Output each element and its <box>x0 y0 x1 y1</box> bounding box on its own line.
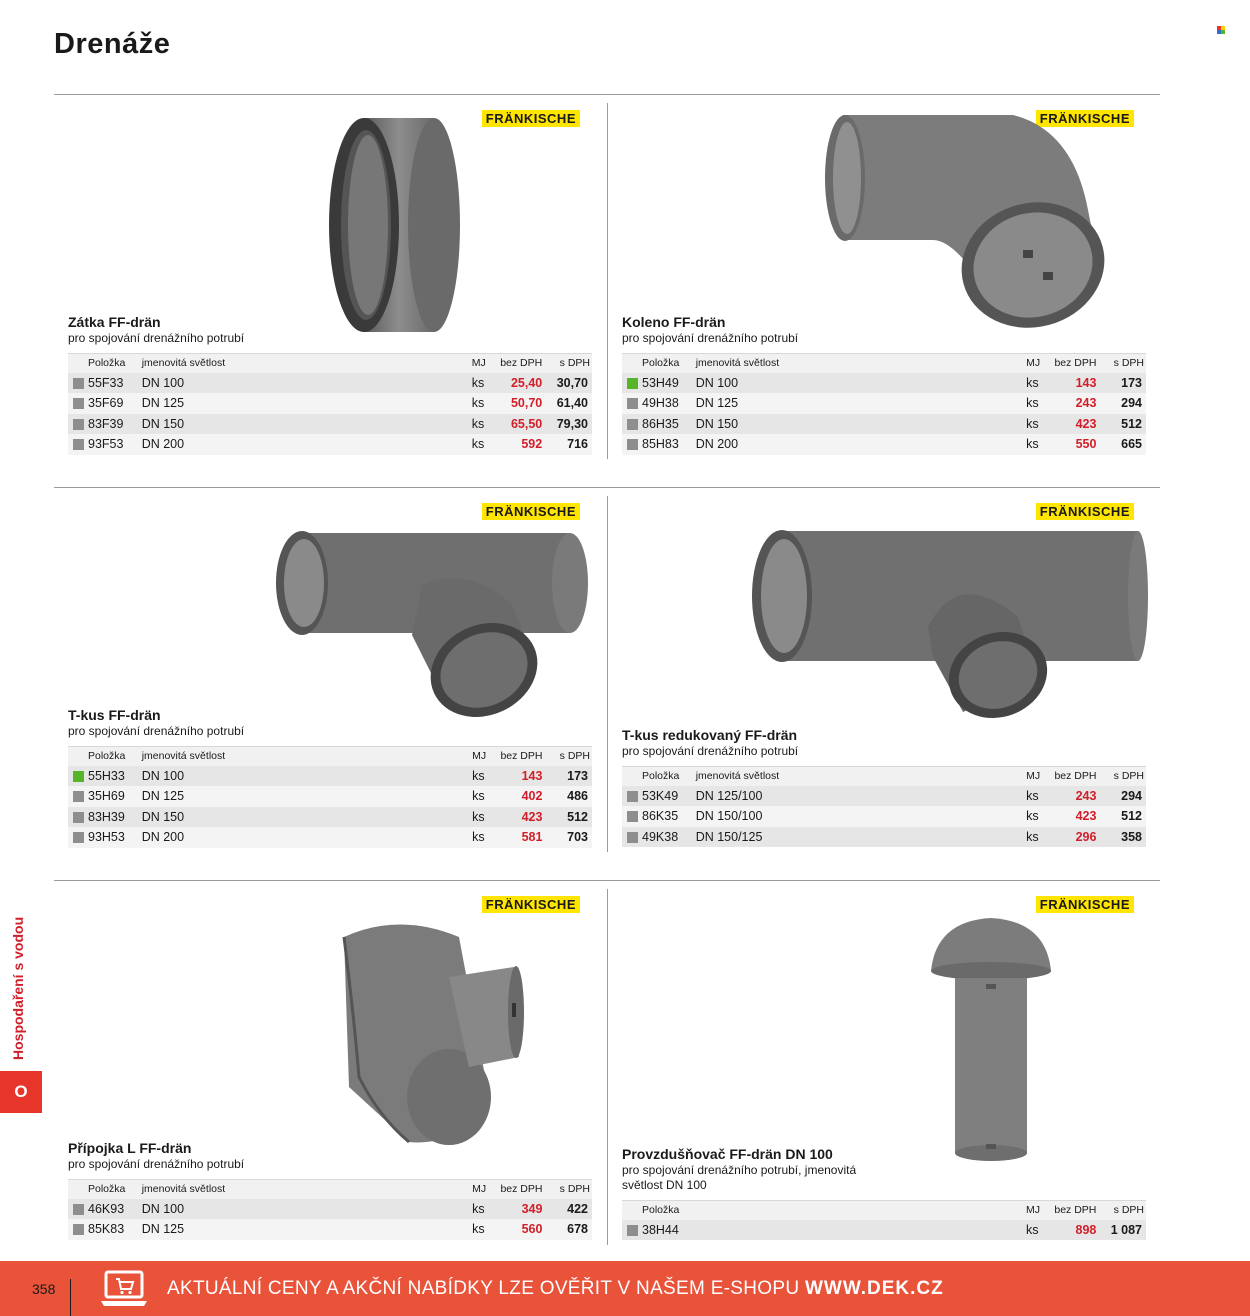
table-row: 53H49 DN 100 ks 143 173 <box>622 373 1146 394</box>
divider <box>54 94 1160 95</box>
table-row: 55H33 DN 100 ks 143 173 <box>68 766 592 787</box>
product-name: Přípojka L FF-drän <box>68 1140 192 1156</box>
product-name: T-kus redukovaný FF-drän <box>622 727 798 743</box>
spec-table: Položka jmenovitá světlost MJ bez DPH s DPH 46K93 DN 100 ks 349 422 85K83 DN 125 ks 560 678 <box>68 1179 592 1240</box>
footer-bar <box>0 1261 1250 1316</box>
stock-indicator <box>73 791 84 802</box>
eshop-laptop-icon <box>100 1270 148 1308</box>
divider <box>70 1279 71 1316</box>
section-side-label <box>10 860 34 1060</box>
aerator-image <box>926 916 1056 1166</box>
product-description: pro spojování drenážního potrubí <box>622 331 799 345</box>
page-number: 358 <box>32 1281 56 1297</box>
table-row: 35F69 DN 125 ks 50,70 61,40 <box>68 393 592 414</box>
brand-badge: FRÄNKISCHE <box>482 503 580 520</box>
stock-indicator <box>73 832 84 843</box>
stock-indicator <box>627 378 638 389</box>
spec-table: Položka jmenovitá světlost MJ bez DPH s DPH 55H33 DN 100 ks 143 173 35H69 DN 125 ks 402 486 83H39 DN 150 ks 423 512 93H53 DN 200 ks 581 703 <box>68 746 592 848</box>
col-s: s DPH <box>544 354 592 373</box>
table-row: 85H83 DN 200 ks 550 665 <box>622 434 1146 455</box>
product-card-koleno <box>608 96 1148 476</box>
brand-badge: FRÄNKISCHE <box>1036 896 1134 913</box>
stock-indicator <box>73 378 84 389</box>
product-card-tkus <box>54 489 594 869</box>
stock-indicator <box>73 812 84 823</box>
stock-indicator <box>627 811 638 822</box>
table-row: 35H69 DN 125 ks 402 486 <box>68 786 592 807</box>
product-card-zatka <box>54 96 594 476</box>
stock-indicator <box>627 419 638 430</box>
table-row: 49K38 DN 150/125 ks 296 358 <box>622 827 1146 848</box>
stock-indicator <box>73 1204 84 1215</box>
product-card-pripojka <box>54 882 594 1262</box>
table-row: 93H53 DN 200 ks 581 703 <box>68 827 592 848</box>
table-row: 86H35 DN 150 ks 423 512 <box>622 414 1146 435</box>
table-row: 55F33 DN 100 ks 25,40 30,70 <box>68 373 592 394</box>
stock-indicator <box>627 791 638 802</box>
section-title: Hospodaření s vodou <box>10 916 26 1060</box>
pipe-cap-image <box>324 116 464 336</box>
stock-indicator <box>627 398 638 409</box>
stock-indicator <box>73 771 84 782</box>
pipe-elbow-image <box>823 110 1108 335</box>
corner-color-mark <box>1217 26 1225 34</box>
table-row: 38H44 ks 898 1 087 <box>622 1220 1146 1241</box>
divider <box>54 487 1160 488</box>
pipe-reduced-tee-image <box>748 527 1148 727</box>
pipe-saddle-image <box>339 917 539 1147</box>
product-card-provzdusnovac <box>608 882 1148 1262</box>
stock-indicator <box>627 1225 638 1236</box>
product-description: pro spojování drenážního potrubí, jmenovitá světlost DN 100 <box>622 1163 857 1192</box>
stock-indicator <box>627 439 638 450</box>
col-dn: jmenovitá světlost <box>140 354 470 373</box>
footer-message <box>167 1278 944 1300</box>
spec-table: Položka jmenovitá světlost MJ bez DPH s DPH 53K49 DN 125/100 ks 243 294 86K35 DN 150/100 ks 423 512 49K38 DN 150/125 ks 296 358 <box>622 766 1146 847</box>
section-badge: O <box>0 1071 42 1113</box>
product-name: Koleno FF-drän <box>622 314 726 330</box>
table-row: 85K83 DN 125 ks 560 678 <box>68 1219 592 1240</box>
product-description: pro spojování drenážního potrubí <box>68 1157 245 1171</box>
stock-indicator <box>627 832 638 843</box>
pipe-tee-image <box>272 525 592 725</box>
table-row: 93F53 DN 200 ks 592 716 <box>68 434 592 455</box>
page-title: Drenáže <box>54 28 171 60</box>
brand-badge: FRÄNKISCHE <box>482 896 580 913</box>
table-row: 46K93 DN 100 ks 349 422 <box>68 1199 592 1220</box>
product-name: Provzdušňovač FF-drän DN 100 <box>622 1146 833 1162</box>
table-row: 86K35 DN 150/100 ks 423 512 <box>622 806 1146 827</box>
spec-table: Položka jmenovitá světlost MJ bez DPH s DPH 53H49 DN 100 ks 143 173 49H38 DN 125 ks 243 294 86H35 DN 150 ks 423 512 85H83 DN 200 ks 550 665 <box>622 353 1146 455</box>
spec-table <box>68 353 592 455</box>
col-code: Položka <box>86 354 140 373</box>
spec-table: Položka MJ bez DPH s DPH 38H44 ks 898 1 087 <box>622 1200 1146 1240</box>
stock-indicator <box>73 419 84 430</box>
stock-indicator <box>73 398 84 409</box>
stock-indicator <box>73 1224 84 1235</box>
table-row: 49H38 DN 125 ks 243 294 <box>622 393 1146 414</box>
eshop-link[interactable]: WWW.DEK.CZ <box>804 1278 944 1299</box>
divider <box>54 880 1160 881</box>
table-row: 83F39 DN 150 ks 65,50 79,30 <box>68 414 592 435</box>
product-name: Zátka FF-drän <box>68 314 161 330</box>
product-card-tkus-redukovany <box>608 489 1148 869</box>
table-row: 83H39 DN 150 ks 423 512 <box>68 807 592 828</box>
product-description: pro spojování drenážního potrubí <box>68 724 245 738</box>
brand-badge: FRÄNKISCHE <box>1036 503 1134 520</box>
product-description: pro spojování drenážního potrubí <box>68 331 245 345</box>
product-name: T-kus FF-drän <box>68 707 161 723</box>
footer-text: AKTUÁLNÍ CENY A AKČNÍ NABÍDKY LZE OVĚŘIT V NAŠEM E-SHOPU <box>167 1278 800 1299</box>
product-description: pro spojování drenážního potrubí <box>622 744 799 758</box>
stock-indicator <box>73 439 84 450</box>
brand-badge: FRÄNKISCHE <box>482 110 580 127</box>
col-bez: bez DPH <box>490 354 545 373</box>
table-row: 53K49 DN 125/100 ks 243 294 <box>622 786 1146 807</box>
brand-badge: FRÄNKISCHE <box>1036 110 1134 127</box>
col-mj: MJ <box>470 354 490 373</box>
